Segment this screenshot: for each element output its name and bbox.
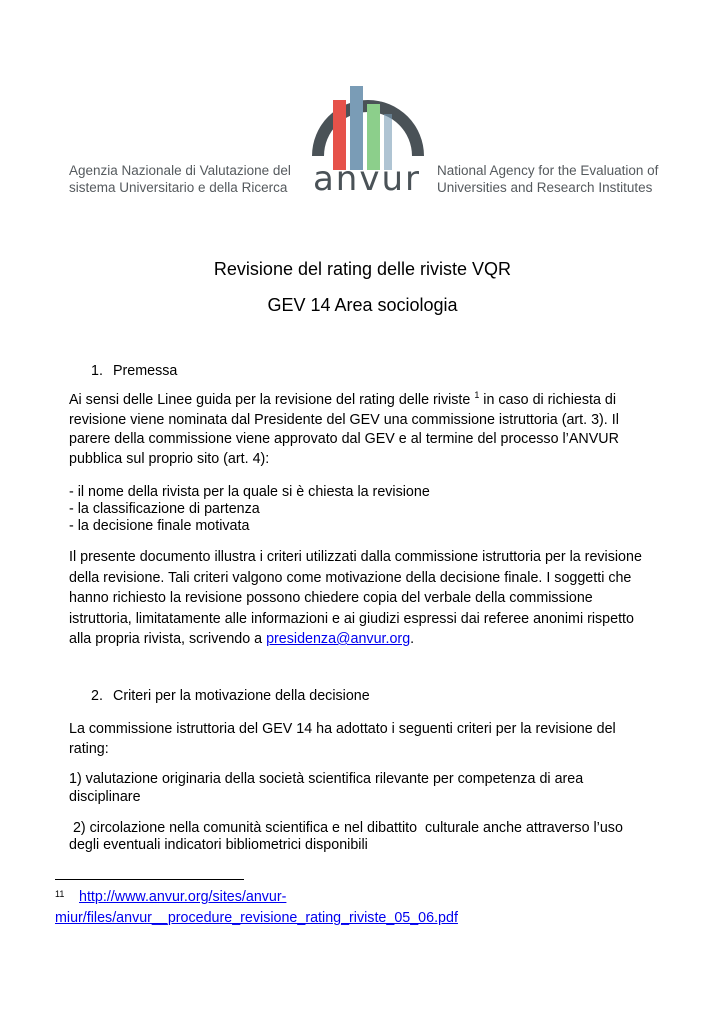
paragraph-line: degli eventuali indicatori bibliometrici disponibili — [69, 837, 368, 853]
paragraph-line: disciplinare — [69, 789, 141, 805]
section1-number: 1. — [91, 363, 103, 379]
footnote-link-part1[interactable]: http://www.anvur.org/sites/anvur- — [79, 889, 287, 905]
paragraph-line: rating: — [69, 741, 109, 757]
agency-name-english-line1: National Agency for the Evaluation of — [437, 163, 659, 178]
footnote-url-line1 — [79, 888, 286, 907]
paragraph-line: Ai sensi delle Linee guida per la revisione del rating delle riviste $^1$ in caso di richiesta di — [69, 390, 617, 408]
agency-name-english — [437, 162, 667, 196]
paragraph-line: pubblica sul proprio sito (art. 4): — [69, 450, 270, 467]
email-link[interactable]: presidenza@anvur.org — [266, 631, 411, 647]
section1-list — [69, 484, 669, 535]
paragraph-line: La commissione istruttoria del GEV 14 ha adottato i seguenti criteri per la revisione del — [69, 721, 616, 737]
footnote-ref[interactable]: 1 — [474, 390, 480, 401]
anvur-logo — [300, 84, 435, 196]
agency-name-italian-line2: sistema Universitario e della Ricerca — [69, 180, 288, 195]
paragraph-line: revisione viene nominata dal Presidente del GEV una commissione istruttoria (art. 3). Il — [69, 411, 619, 428]
document-subtitle: GEV 14 Area sociologia — [267, 295, 458, 315]
section1-heading: Premessa — [113, 363, 178, 379]
paragraph-line: parere della commissione viene approvato dal GEV e al termine del processo l’ANVUR — [69, 431, 619, 447]
agency-name-italian — [69, 162, 294, 196]
section1-paragraph2 — [69, 547, 669, 650]
criterion-1 — [69, 770, 669, 806]
footnote-mark: 11 — [55, 889, 65, 899]
paragraph-line: alla propria rivista, scrivendo a presidenza@anvur.org. — [69, 631, 415, 647]
paragraph-line: Il presente documento illustra i criteri utilizzati dalla commissione istruttoria per la revisione — [69, 549, 642, 565]
logo-bar-blue — [350, 86, 363, 170]
footnote-url-line2 — [55, 909, 458, 928]
criterion-2 — [69, 820, 669, 854]
list-item: - il nome della rivista per la quale si è chiesta la revisione — [69, 484, 430, 500]
paragraph-line: 1) valutazione originaria della società scientifica rilevante per competenza di area — [69, 771, 584, 787]
section1-paragraph1 — [69, 391, 669, 469]
paragraph-line: 2) circolazione nella comunità scientifica e nel dibattito culturale anche attraverso l’uso — [69, 820, 623, 836]
section2-intro — [69, 719, 669, 759]
section2-number: 2. — [91, 688, 103, 704]
list-item: - la classificazione di partenza — [69, 501, 260, 517]
section2-heading: Criteri per la motivazione della decisione — [113, 688, 370, 704]
agency-name-italian-line1: Agenzia Nazionale di Valutazione del — [69, 163, 291, 178]
agency-name-english-line2: Universities and Research Institutes — [437, 180, 653, 195]
paragraph-line: della revisione. Tali criteri valgono come motivazione della decisione finale. I soggetti che — [69, 569, 632, 586]
footnote-separator — [55, 879, 244, 880]
list-item: - la decisione finale motivata — [69, 518, 250, 534]
paragraph-line: hanno richiesto la revisione possono chiedere copia del verbale della commissione — [69, 590, 593, 606]
paragraph-line: istruttoria, limitatamente alle informazioni e ai giudizi espressi dai referee anonimi rispetto — [69, 610, 634, 627]
logo-wordmark: anvur — [312, 159, 422, 196]
document-title: Revisione del rating delle riviste VQR — [213, 259, 512, 279]
footnote-link-part2[interactable]: miur/files/anvur__procedure_revisione_rating_riviste_05_06.pdf — [55, 910, 458, 926]
